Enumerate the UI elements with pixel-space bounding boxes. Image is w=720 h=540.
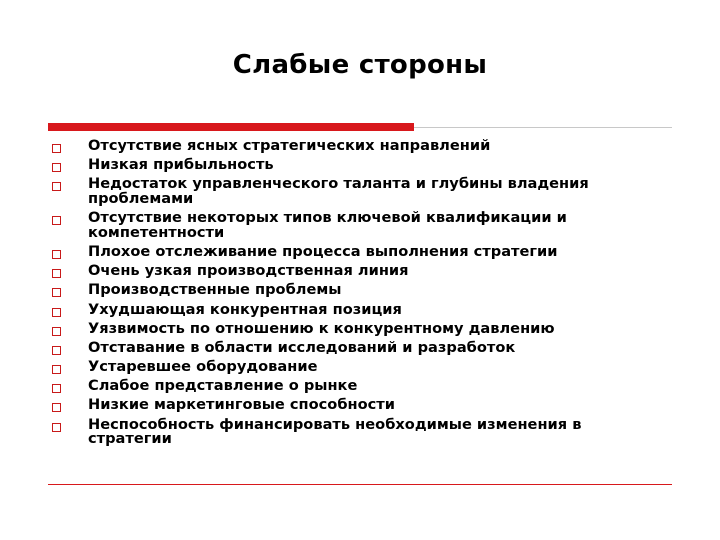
list-item bbox=[48, 283, 668, 298]
list-item bbox=[48, 319, 668, 337]
list-item bbox=[48, 242, 668, 260]
list-item bbox=[48, 264, 668, 279]
list-item-text: Слабое представление о рынке bbox=[88, 377, 358, 395]
list-item bbox=[48, 398, 668, 413]
list-item bbox=[48, 211, 668, 240]
list-item-text: Отсутствие некоторых типов ключевой квалификации и компетентности bbox=[88, 209, 567, 241]
square-bullet-icon bbox=[52, 346, 61, 355]
list-item bbox=[48, 360, 668, 375]
square-bullet-icon bbox=[52, 308, 61, 317]
square-bullet-icon bbox=[52, 163, 61, 172]
list-item-text: Отставание в области исследований и разработок bbox=[88, 338, 516, 356]
square-bullet-icon bbox=[52, 384, 61, 393]
list-item bbox=[48, 300, 668, 318]
list-item-text: Устаревшее оборудование bbox=[88, 358, 318, 376]
list-item-text: Уязвимость по отношению к конкурентному давлению bbox=[88, 319, 555, 337]
slide-title: Слабые стороны bbox=[232, 50, 488, 80]
list-item-text: Производственные проблемы bbox=[88, 281, 342, 299]
square-bullet-icon bbox=[52, 216, 61, 225]
list-item bbox=[48, 379, 668, 394]
list-item bbox=[48, 139, 668, 154]
list-item bbox=[48, 158, 668, 173]
list-item bbox=[48, 338, 668, 356]
list-item-text: Низкая прибыльность bbox=[88, 156, 274, 174]
weakness-list bbox=[48, 139, 668, 451]
list-item bbox=[48, 177, 668, 206]
square-bullet-icon bbox=[52, 403, 61, 412]
list-item bbox=[48, 415, 668, 448]
square-bullet-icon bbox=[52, 182, 61, 191]
list-item-text: Отсутствие ясных стратегических направлений bbox=[88, 137, 491, 154]
list-item-text: Низкие маркетинговые способности bbox=[88, 396, 395, 414]
square-bullet-icon bbox=[52, 250, 61, 259]
square-bullet-icon bbox=[52, 365, 61, 374]
list-item-text: Очень узкая производственная линия bbox=[88, 262, 409, 280]
footer-divider bbox=[48, 484, 672, 485]
square-bullet-icon bbox=[52, 423, 61, 432]
square-bullet-icon bbox=[52, 327, 61, 336]
title-divider-accent bbox=[48, 123, 414, 131]
list-item-text: Ухудшающая конкурентная позиция bbox=[88, 300, 402, 318]
square-bullet-icon bbox=[52, 269, 61, 278]
square-bullet-icon bbox=[52, 144, 61, 153]
list-item-text: Плохое отслеживание процесса выполнения стратегии bbox=[88, 242, 558, 260]
list-item-text: Неспособность финансировать необходимые изменения в стратегии bbox=[88, 415, 582, 448]
square-bullet-icon bbox=[52, 288, 61, 297]
list-item-text: Недостаток управленческого таланта и глубины владения проблемами bbox=[88, 175, 589, 207]
